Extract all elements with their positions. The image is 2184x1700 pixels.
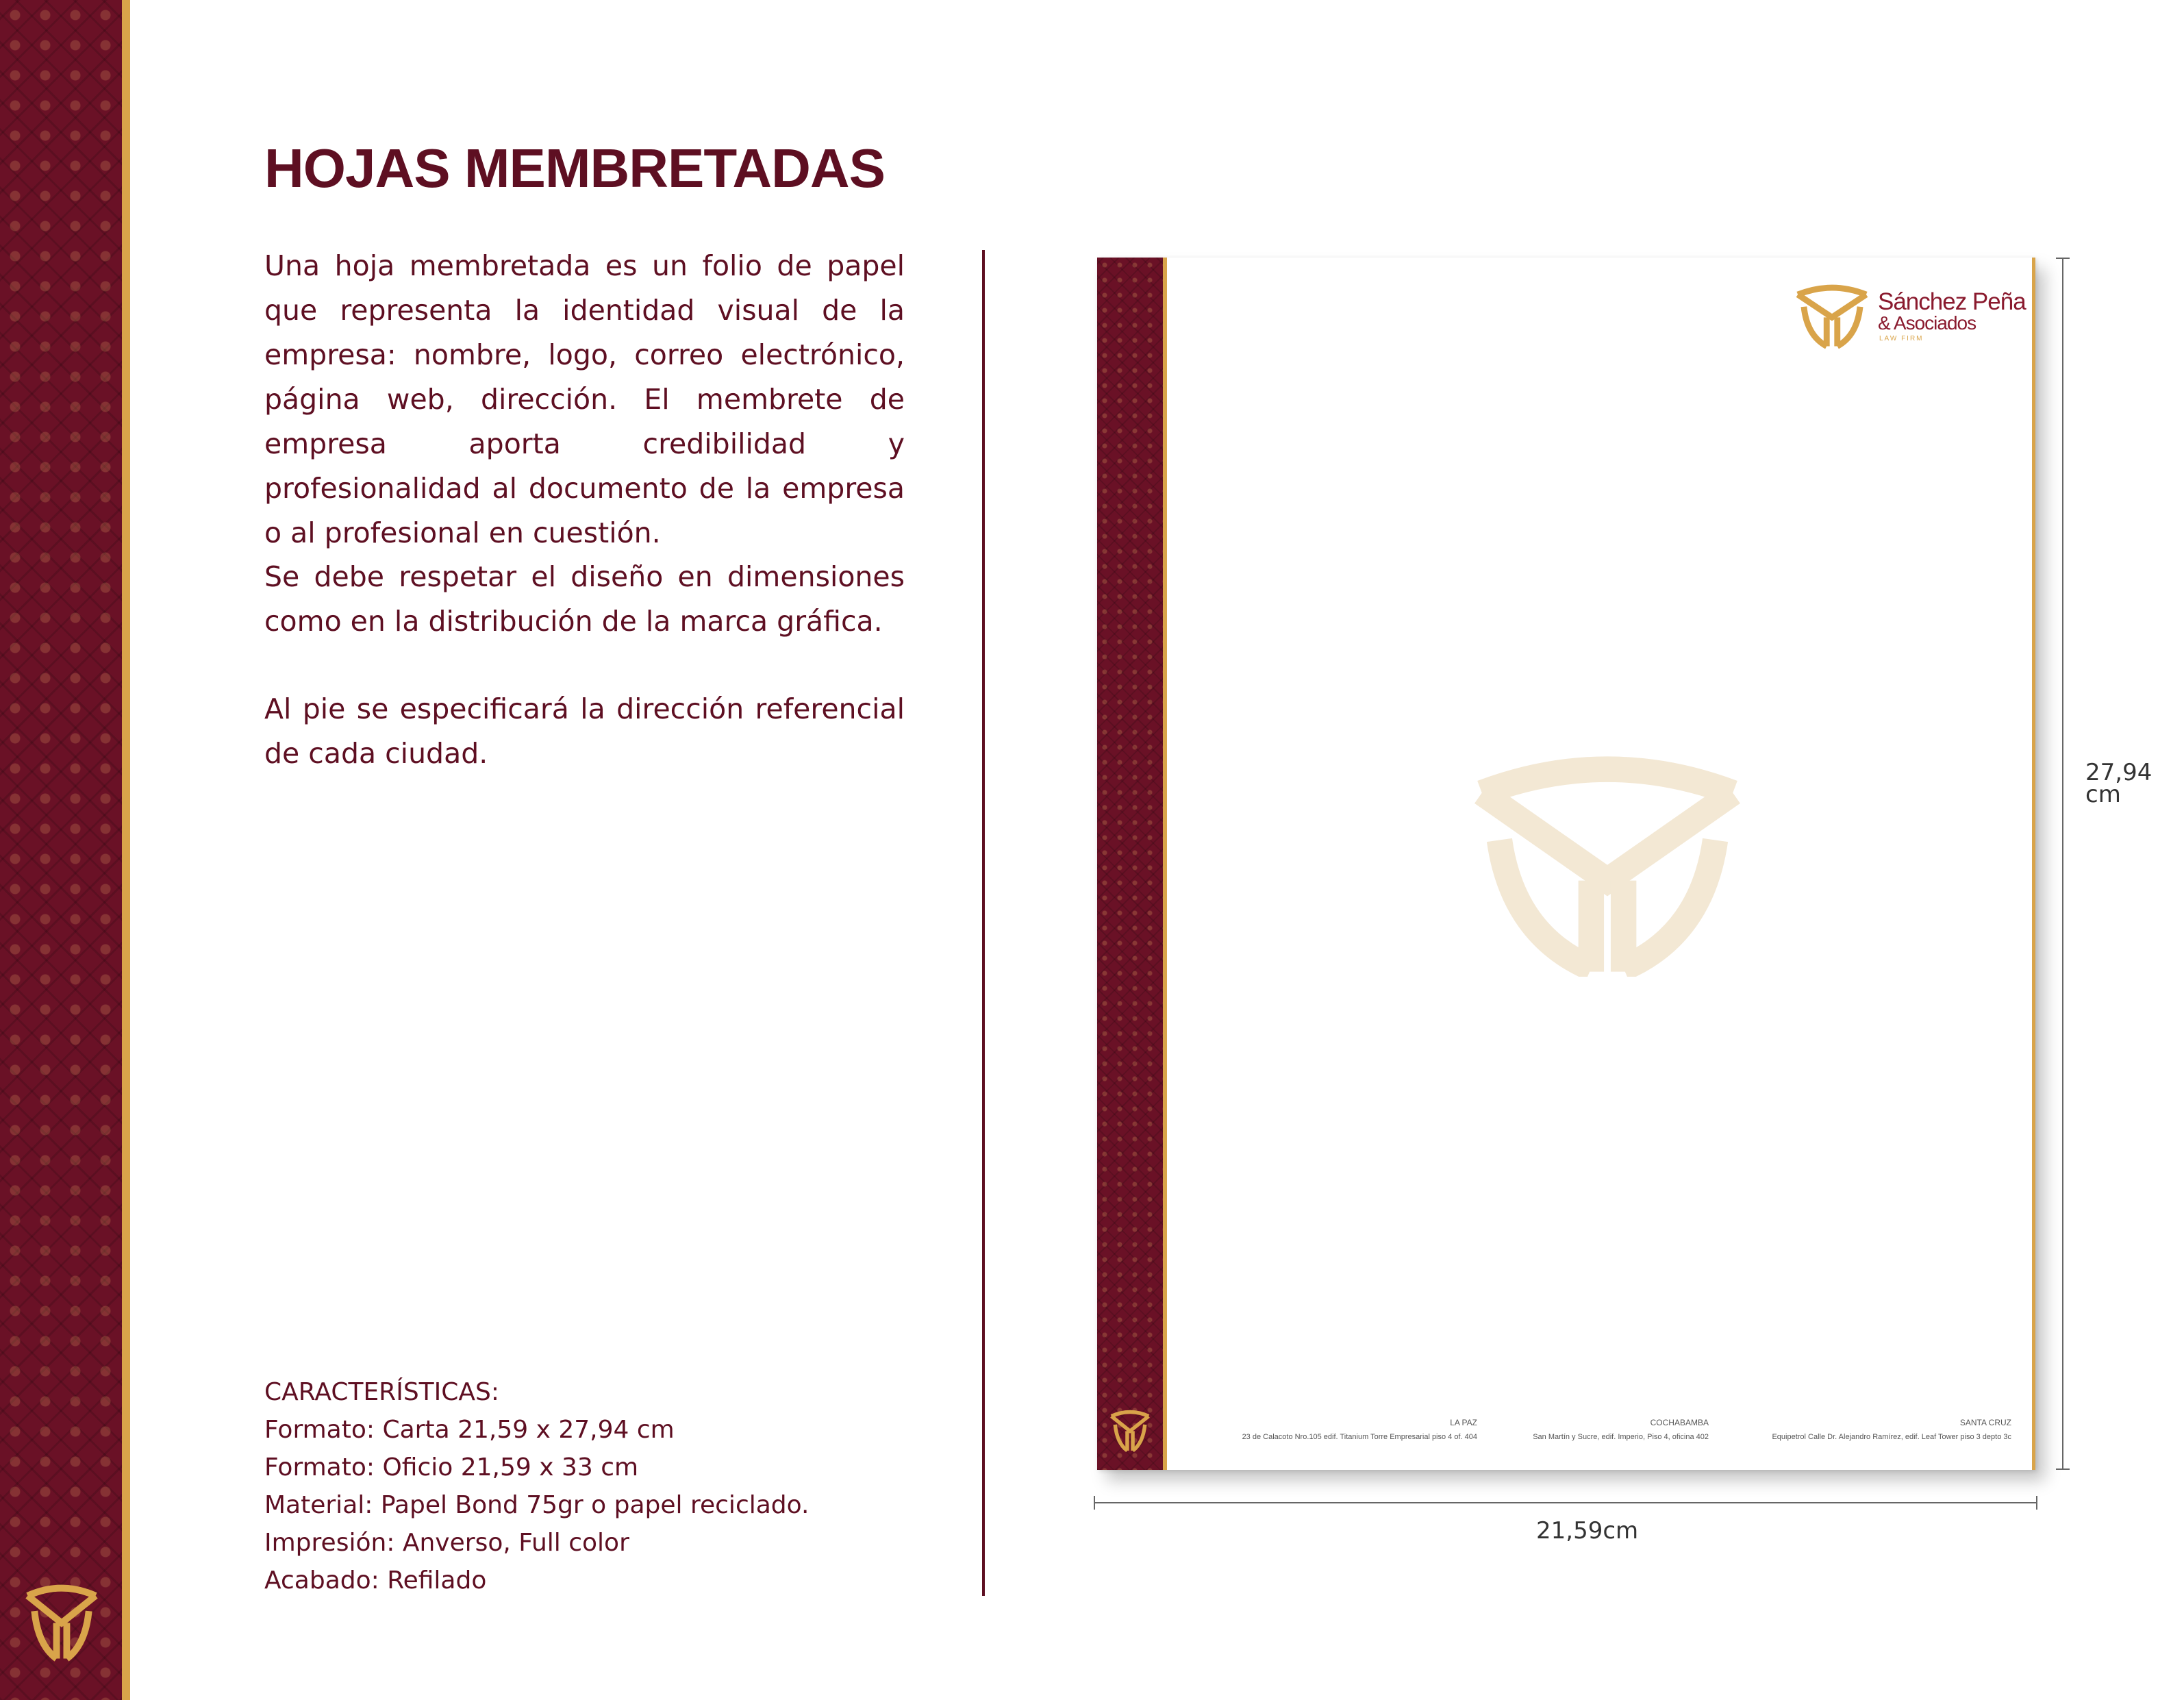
logo-emblem-icon <box>19 1579 104 1664</box>
logo-emblem-icon <box>1107 1407 1153 1453</box>
footer-city-cochabamba: COCHABAMBA <box>1650 1418 1709 1427</box>
height-value: 27,94 <box>2085 759 2152 786</box>
page-title: HOJAS MEMBRETADAS <box>264 138 886 199</box>
specifications-list <box>264 1373 881 1599</box>
footer-address-la-paz: 23 de Calacoto Nro.105 edif. Titanium Torre Empresarial piso 4 of. 404 <box>1242 1433 1477 1441</box>
description-paragraph: Una hoja membretada es un folio de papel que representa la identidad visual de la empresa: nombre, logo, correo electrónico, página web, dirección. El membrete de empresa aporta credibilidad y profesionalidad al documento de la empresa o al profesional en cuestión. <box>264 249 905 549</box>
brand-tagline: LAW FIRM <box>1879 335 1924 342</box>
height-dimension-tick-top <box>2056 258 2070 259</box>
letterhead-right-gold-edge <box>2032 258 2035 1470</box>
footer-note-paragraph: Al pie se especificará la dirección referencial de cada ciudad. <box>264 692 905 770</box>
spec-line: Acabado: Refilado <box>264 1566 487 1595</box>
column-divider <box>982 250 985 1596</box>
letterhead-side-band <box>1097 258 1163 1470</box>
specs-heading: CARACTERÍSTICAS: <box>264 1378 500 1406</box>
height-dimension-line <box>2062 258 2063 1470</box>
width-dimension-label: 21,59cm <box>1536 1517 1639 1545</box>
footer-address-santa-cruz: Equipetrol Calle Dr. Alejandro Ramírez, edif. Leaf Tower piso 3 depto 3c <box>1772 1433 2011 1441</box>
height-unit: cm <box>2085 781 2121 808</box>
brand-name: Sánchez Peña <box>1878 288 2026 315</box>
height-dimension-tick-bottom <box>2056 1468 2070 1470</box>
logo-emblem-icon <box>1790 281 1874 349</box>
decorative-sidebar <box>0 0 122 1700</box>
width-dimension-line <box>1094 1502 2037 1503</box>
spec-line: Impresión: Anverso, Full color <box>264 1529 629 1557</box>
brand-associates: & Asociados <box>1878 312 1976 334</box>
width-dimension-tick-left <box>1094 1496 1095 1510</box>
footer-address-cochabamba: San Martín y Sucre, edif. Imperio, Piso 4, oficina 402 <box>1533 1433 1709 1441</box>
spec-line: Formato: Oficio 21,59 x 33 cm <box>264 1453 639 1482</box>
spec-line: Formato: Carta 21,59 x 27,94 cm <box>264 1416 675 1444</box>
height-dimension-label <box>2085 759 2152 808</box>
design-rule-paragraph: Se debe respetar el diseño en dimensiones como en la distribución de la marca gráfica. <box>264 560 905 638</box>
letterhead-band-gold-stripe <box>1163 258 1167 1470</box>
width-dimension-tick-right <box>2036 1496 2037 1510</box>
spec-line: Material: Papel Bond 75gr o papel reciclado. <box>264 1491 809 1519</box>
watermark-logo-icon <box>1472 751 1742 977</box>
footer-city-la-paz: LA PAZ <box>1450 1418 1477 1427</box>
sidebar-gold-stripe <box>122 0 130 1700</box>
letterhead-mockup <box>1097 258 2035 1470</box>
footer-city-santa-cruz: SANTA CRUZ <box>1959 1418 2011 1427</box>
